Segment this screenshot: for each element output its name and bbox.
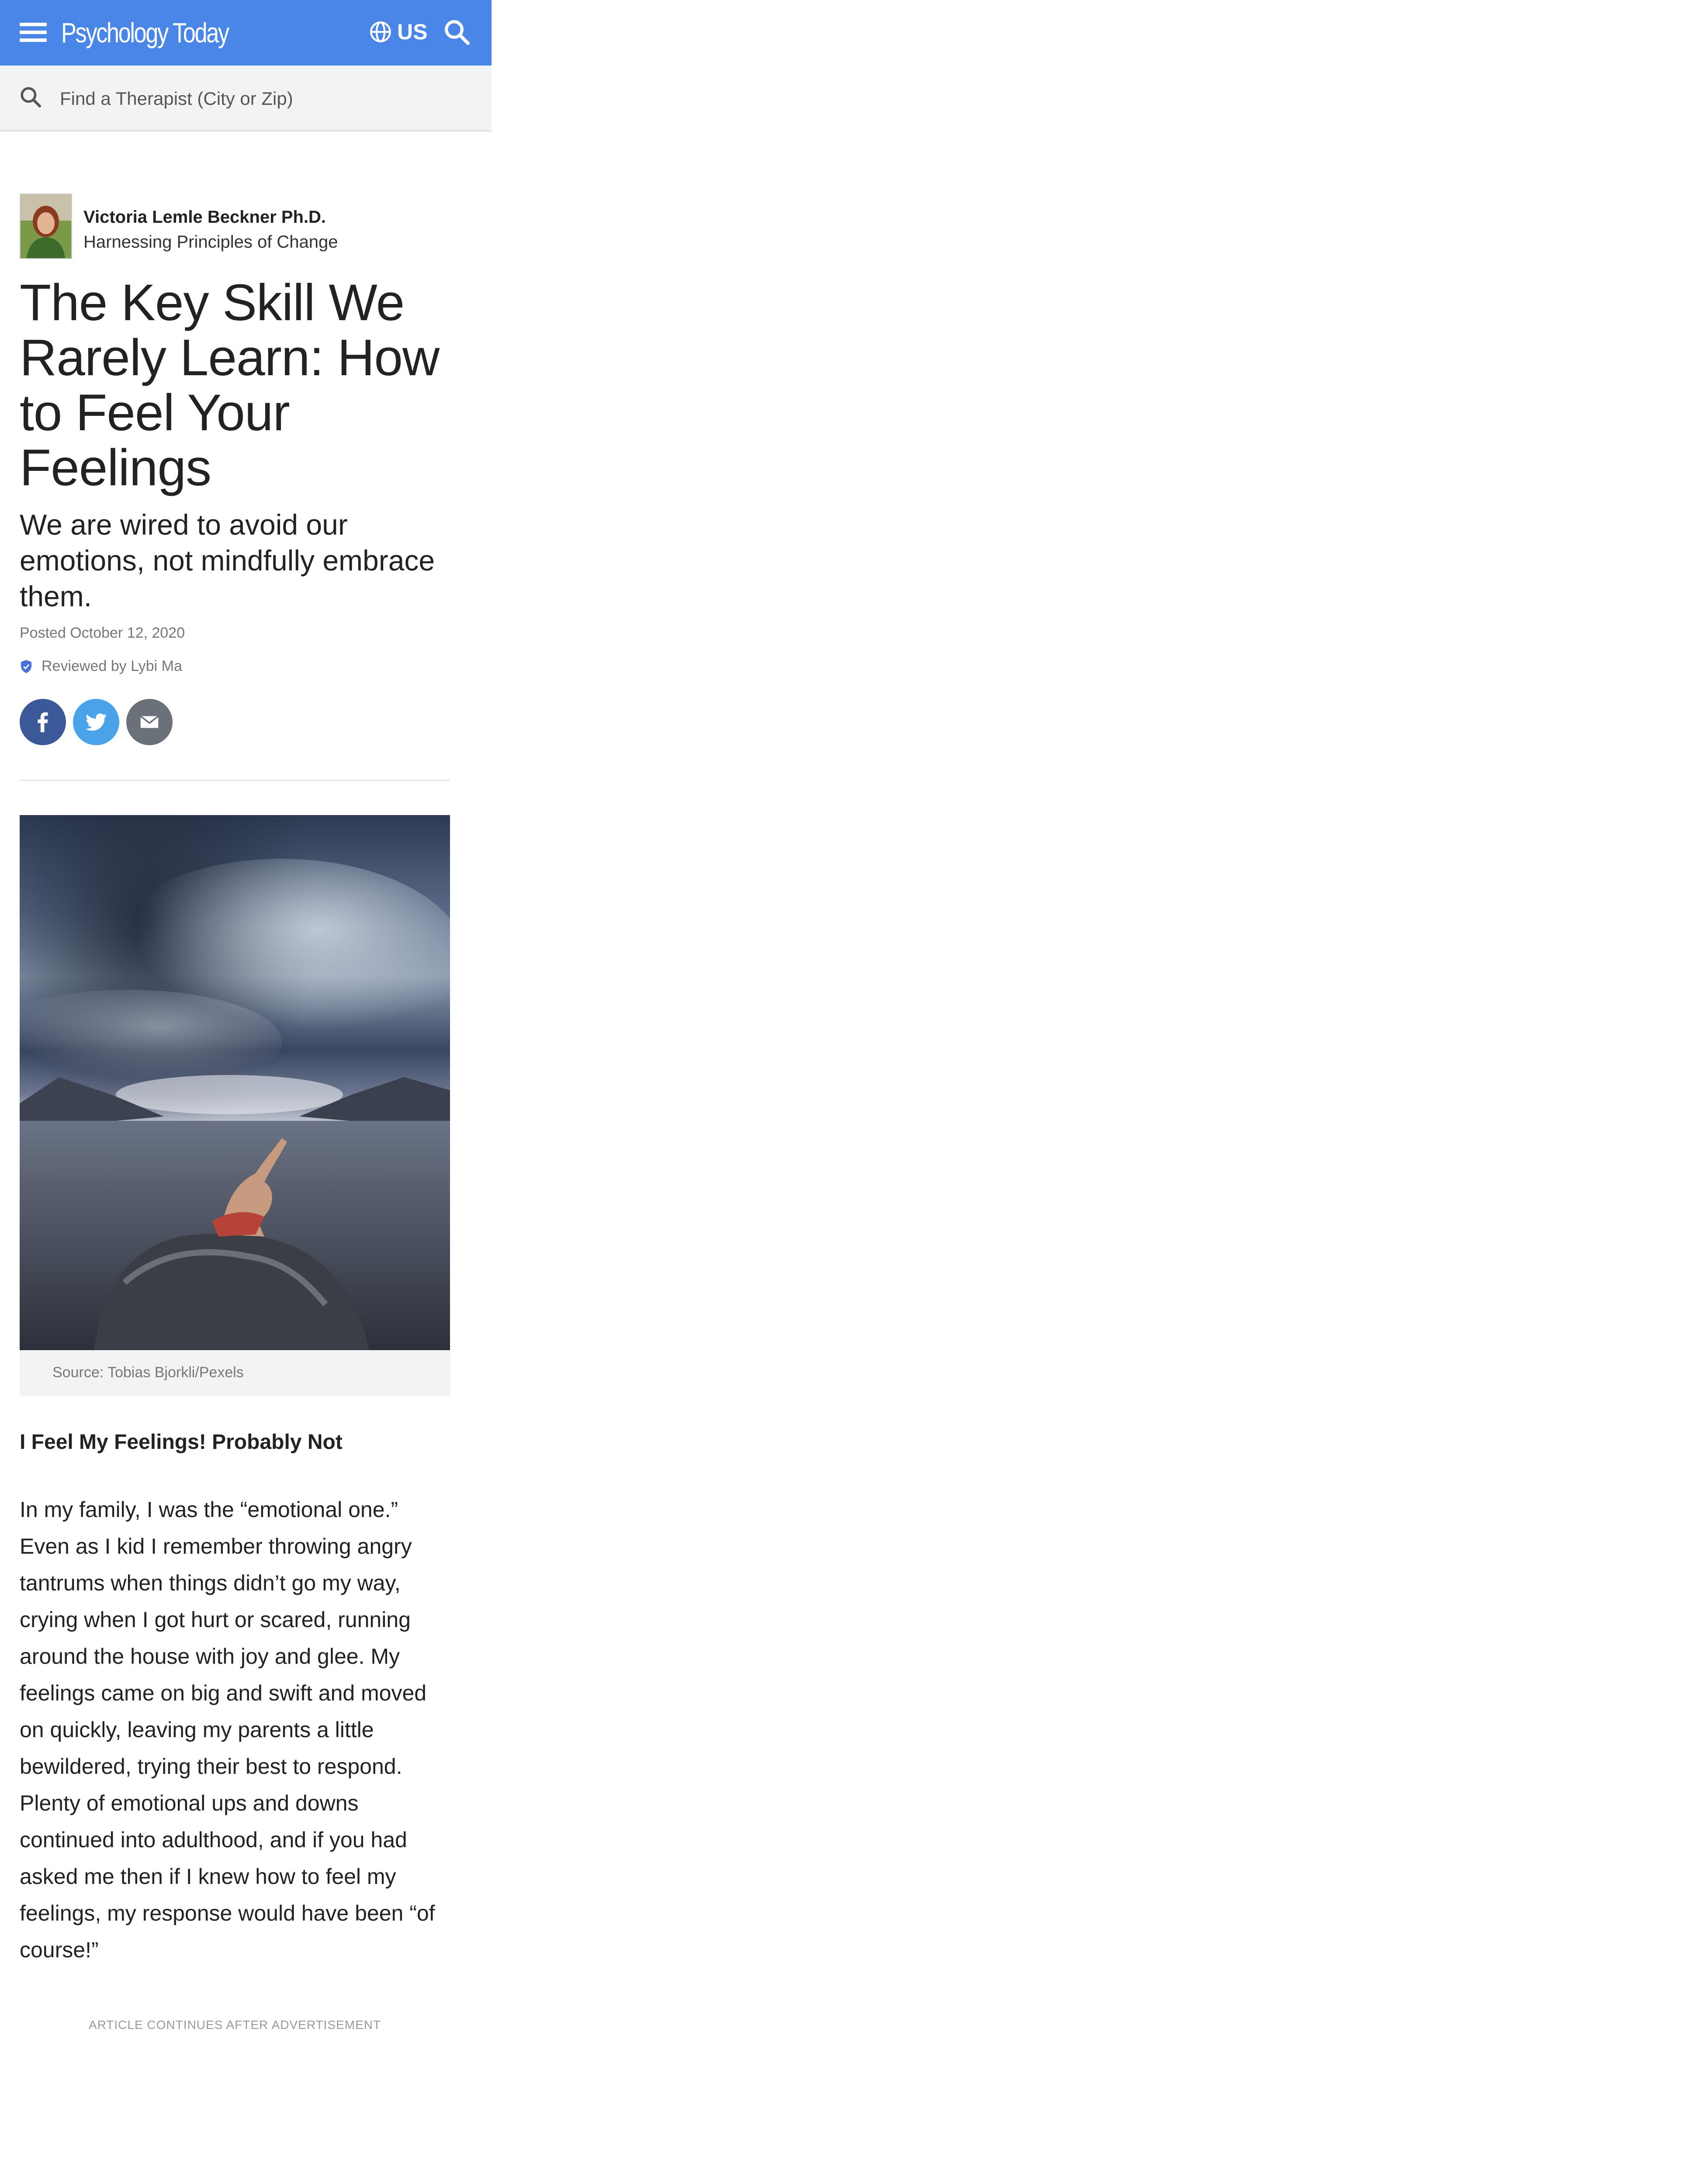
reviewed-by-label: Reviewed by Lybi Ma [42,658,182,674]
post-date: Posted October 12, 2020 [20,625,185,641]
header-divider [20,780,450,781]
author-photo-image [21,194,71,258]
article-title: The Key Skill We Rarely Learn: How to Feel Your Feelings [20,274,440,497]
therapist-search-input[interactable] [59,83,454,114]
region-label: US [397,20,428,44]
therapist-search-bar [0,66,492,131]
author-name[interactable]: Victoria Lemle Beckner Ph.D. [83,207,326,227]
hamburger-menu-icon[interactable] [20,23,47,42]
article-paragraph-1: In my family, I was the “emotional one.” Even as I kid I remember throwing angry tantrums when things didn’t go my way, crying when I got hurt or scared, running around the house with joy and glee. My feelings came on big and swift and moved on quickly, leaving my parents a little bewildered, trying their best to respond. Plenty of emotional ups and downs continued into adulthood, and if you had asked me then if I knew how to feel my feelings, my response would have been “of course!” [20,1497,435,1962]
author-blog-name[interactable]: Harnessing Principles of Change [83,232,338,252]
twitter-icon [83,709,109,735]
region-selector[interactable] [369,19,427,45]
email-icon [138,710,161,734]
site-header [0,0,492,66]
advertisement-label: ARTICLE CONTINUES AFTER ADVERTISEMENT [88,2018,381,2032]
image-caption [20,1350,450,1396]
twitter-share-button[interactable] [73,699,119,745]
search-icon[interactable] [442,17,471,46]
site-logo[interactable]: Psychology Today [61,17,229,48]
section-heading-1: I Feel My Feelings! Probably Not [20,1431,343,1454]
email-share-button[interactable] [126,699,173,745]
globe-icon [369,21,392,43]
facebook-icon [31,710,55,734]
stormy-lake-photo [20,815,450,1350]
image-caption-text: Source: Tobias Bjorkli/Pexels [52,1364,244,1381]
article-hero-image [20,815,450,1350]
article-subtitle: We are wired to avoid our emotions, not mindfully embrace them. [20,508,435,612]
facebook-share-button[interactable] [20,699,66,745]
verified-shield-icon [20,659,33,674]
search-icon [18,85,43,109]
reviewed-by[interactable] [20,658,182,675]
author-avatar[interactable] [20,194,72,259]
